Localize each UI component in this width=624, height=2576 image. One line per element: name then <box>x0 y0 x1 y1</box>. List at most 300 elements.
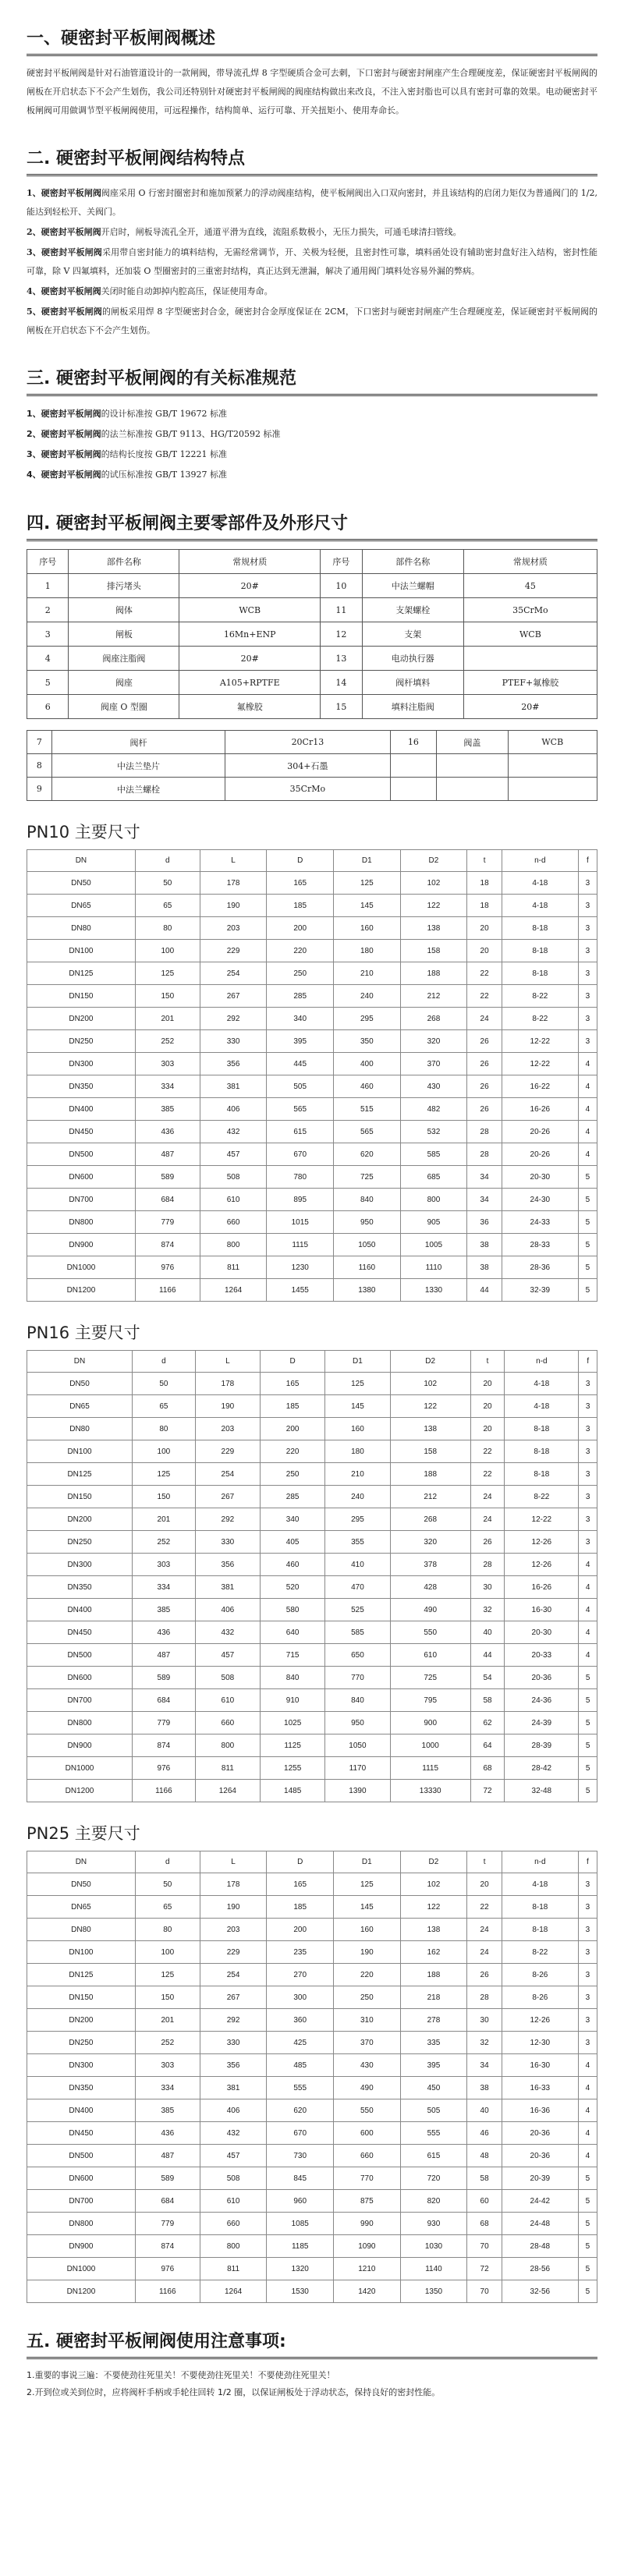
table-cell: 960 <box>267 2190 334 2213</box>
table-cell: 5 <box>579 1689 597 1712</box>
table-cell: 24 <box>467 1941 502 1964</box>
standard-item <box>27 445 597 465</box>
header-cell: DN <box>27 850 136 872</box>
pn10-dimension-table <box>27 849 597 1302</box>
table-row <box>27 1780 597 1802</box>
header-cell: t <box>470 1351 504 1373</box>
table-cell <box>437 778 508 801</box>
table-cell: 1 <box>27 574 69 598</box>
table-cell: 725 <box>390 1667 470 1689</box>
table-cell: 8-18 <box>502 1919 578 1941</box>
table-cell: 3 <box>579 1373 597 1395</box>
table-cell: 28-42 <box>505 1757 579 1780</box>
table-cell: 250 <box>261 1463 325 1486</box>
table-header-row <box>27 1351 597 1373</box>
table-cell: 210 <box>334 962 401 985</box>
table-cell: 550 <box>390 1621 470 1644</box>
table-row <box>27 1098 597 1121</box>
table-cell: 457 <box>195 1644 260 1667</box>
table-cell: 3 <box>578 1030 597 1053</box>
table-cell: 292 <box>200 2009 267 2032</box>
table-cell: DN450 <box>27 2122 136 2145</box>
table-cell: 770 <box>334 2167 401 2190</box>
table-row <box>27 1896 597 1919</box>
table-cell: 212 <box>390 1486 470 1508</box>
table-cell: 505 <box>400 2099 467 2122</box>
table-cell: 4 <box>579 1644 597 1667</box>
table-cell: 1125 <box>261 1734 325 1757</box>
table-cell: 200 <box>267 1919 334 1941</box>
table-cell: 188 <box>400 1964 467 1986</box>
table-row <box>27 1941 597 1964</box>
table-cell: 38 <box>467 2077 502 2099</box>
table-cell: 28 <box>467 1143 502 1166</box>
table-cell: 34 <box>467 1166 502 1189</box>
table-cell: 5 <box>579 1734 597 1757</box>
table-cell: 4-18 <box>505 1395 579 1418</box>
table-row <box>27 2032 597 2054</box>
table-cell: 58 <box>470 1689 504 1712</box>
parts-table-continued <box>27 730 597 801</box>
parts-row <box>27 695 597 719</box>
table-cell: 505 <box>267 1075 334 1098</box>
parts-row <box>27 647 597 671</box>
table-cell: 125 <box>334 1873 401 1896</box>
table-cell: 650 <box>325 1644 390 1667</box>
table-cell: 185 <box>267 1896 334 1919</box>
table-cell: 12 <box>321 622 362 647</box>
table-cell: 支架螺栓 <box>362 598 463 622</box>
table-cell: 370 <box>400 1053 467 1075</box>
table-cell: 395 <box>267 1030 334 1053</box>
header-cell: f <box>579 1351 597 1373</box>
table-cell: 24 <box>467 1008 502 1030</box>
table-cell: 190 <box>200 895 267 917</box>
table-cell: 240 <box>334 985 401 1008</box>
table-cell: 65 <box>133 1395 196 1418</box>
table-cell: 1050 <box>334 1234 401 1256</box>
table-cell: 18 <box>467 895 502 917</box>
table-cell: 26 <box>467 1098 502 1121</box>
table-cell: 125 <box>135 1964 200 1986</box>
feature-lead: 5、硬密封平板闸阀 <box>27 306 102 317</box>
table-cell: 432 <box>200 1121 267 1143</box>
table-cell: 48 <box>467 2145 502 2167</box>
table-cell: 16Mn+ENP <box>179 622 321 647</box>
table-cell: 1140 <box>400 2258 467 2280</box>
table-cell: DN80 <box>27 1919 136 1941</box>
table-cell: 68 <box>470 1757 504 1780</box>
table-cell: DN1200 <box>27 2280 136 2303</box>
table-cell: 34 <box>467 1189 502 1211</box>
table-cell: 485 <box>267 2054 334 2077</box>
table-cell: 3 <box>578 2032 597 2054</box>
table-cell: 40 <box>470 1621 504 1644</box>
table-cell: 4 <box>578 1143 597 1166</box>
table-cell: DN450 <box>27 1621 133 1644</box>
table-cell: DN80 <box>27 1418 133 1440</box>
table-cell: 615 <box>400 2145 467 2167</box>
table-cell: 145 <box>334 895 401 917</box>
table-cell: 1166 <box>135 2280 200 2303</box>
table-cell: 250 <box>334 1986 401 2009</box>
table-cell: 1085 <box>267 2213 334 2235</box>
table-cell: 515 <box>334 1098 401 1121</box>
table-cell: 840 <box>334 1189 401 1211</box>
table-cell: 930 <box>400 2213 467 2235</box>
table-cell: 487 <box>133 1644 196 1667</box>
section-notes <box>27 2314 597 2401</box>
table-cell: DN400 <box>27 2099 136 2122</box>
table-cell: 5 <box>578 2190 597 2213</box>
table-cell <box>390 778 437 801</box>
table-row <box>27 1667 597 1689</box>
header-cell: 常规材质 <box>463 550 597 574</box>
header-cell: f <box>578 850 597 872</box>
table-cell: 158 <box>400 940 467 962</box>
table-cell: 334 <box>133 1576 196 1599</box>
table-cell: 381 <box>200 2077 267 2099</box>
table-cell: 12-26 <box>505 1531 579 1554</box>
table-cell: 1170 <box>325 1757 390 1780</box>
table-cell: 5 <box>578 1211 597 1234</box>
parts-table <box>27 549 597 719</box>
table-cell: 250 <box>267 962 334 985</box>
table-cell: 125 <box>325 1373 390 1395</box>
table-cell: 190 <box>195 1395 260 1418</box>
table-cell: 589 <box>135 1166 200 1189</box>
table-cell: 20 <box>467 1873 502 1896</box>
header-cell: D <box>261 1351 325 1373</box>
table-cell: 5 <box>578 1279 597 1302</box>
table-cell: 32-48 <box>505 1780 579 1802</box>
table-cell: 58 <box>467 2167 502 2190</box>
header-cell: 序号 <box>321 550 362 574</box>
table-cell: 5 <box>578 1256 597 1279</box>
table-row <box>27 1418 597 1440</box>
table-cell: 730 <box>267 2145 334 2167</box>
table-cell: 874 <box>135 2235 200 2258</box>
table-cell: 1160 <box>334 1256 401 1279</box>
table-cell: 874 <box>135 1234 200 1256</box>
header-cell: d <box>133 1351 196 1373</box>
table-cell: 4 <box>27 647 69 671</box>
table-row <box>27 1463 597 1486</box>
table-row <box>27 1395 597 1418</box>
table-cell: 685 <box>400 1166 467 1189</box>
header-cell: D1 <box>325 1351 390 1373</box>
standard-item <box>27 424 597 445</box>
table-cell: 5 <box>579 1712 597 1734</box>
table-cell: 385 <box>135 1098 200 1121</box>
table-cell: 1115 <box>390 1757 470 1780</box>
table-cell: 4 <box>578 1075 597 1098</box>
table-cell: 22 <box>470 1463 504 1486</box>
table-cell: 3 <box>578 1008 597 1030</box>
table-cell: 3 <box>578 2009 597 2032</box>
feature-item <box>27 282 597 301</box>
table-cell: 220 <box>334 1964 401 1986</box>
table-cell: 950 <box>334 1211 401 1234</box>
pn16-title: PN16 主要尺寸 <box>27 1323 140 1342</box>
table-cell: 610 <box>390 1644 470 1667</box>
table-cell: 阀座 O 型圈 <box>69 695 179 719</box>
table-cell: 150 <box>135 1986 200 2009</box>
table-cell <box>463 647 597 671</box>
standard-text: 的试压标准按 GB/T 13927 标准 <box>101 469 228 480</box>
table-cell: 30 <box>467 2009 502 2032</box>
table-cell: 406 <box>195 1599 260 1621</box>
table-cell: 360 <box>267 2009 334 2032</box>
table-cell: 支架 <box>362 622 463 647</box>
table-cell: 5 <box>578 2280 597 2303</box>
table-cell: 3 <box>578 962 597 985</box>
table-cell: DN300 <box>27 1554 133 1576</box>
table-cell: 715 <box>261 1644 325 1667</box>
table-cell: 201 <box>133 1508 196 1531</box>
table-cell: 1264 <box>195 1780 260 1802</box>
table-row <box>27 1986 597 2009</box>
table-cell: 490 <box>390 1599 470 1621</box>
table-cell: DN900 <box>27 1734 133 1757</box>
table-cell: 54 <box>470 1667 504 1689</box>
table-cell: 487 <box>135 1143 200 1166</box>
standard-text: 的设计标准按 GB/T 19672 标准 <box>101 409 228 419</box>
parts-row <box>27 754 597 778</box>
table-cell: 620 <box>267 2099 334 2122</box>
table-cell: 1455 <box>267 1279 334 1302</box>
table-cell: 229 <box>200 1941 267 1964</box>
section-pn10 <box>27 812 597 1302</box>
table-cell: 5 <box>578 1166 597 1189</box>
table-cell: 201 <box>135 1008 200 1030</box>
table-cell: 1485 <box>261 1780 325 1802</box>
table-cell: 4 <box>578 2122 597 2145</box>
table-cell: 8-22 <box>502 1008 578 1030</box>
table-cell: 8-18 <box>502 1896 578 1919</box>
table-cell: 330 <box>195 1531 260 1554</box>
table-cell: 46 <box>467 2122 502 2145</box>
table-cell: DN65 <box>27 1896 136 1919</box>
table-cell: 13330 <box>390 1780 470 1802</box>
table-cell: 203 <box>195 1418 260 1440</box>
table-cell: 3 <box>578 872 597 895</box>
table-cell: 5 <box>579 1667 597 1689</box>
header-cell: D1 <box>334 1851 401 1873</box>
table-cell: 102 <box>400 1873 467 1896</box>
table-cell: 160 <box>334 1919 401 1941</box>
header-cell: t <box>467 850 502 872</box>
table-cell: 1000 <box>390 1734 470 1757</box>
table-cell: 20-33 <box>505 1644 579 1667</box>
table-cell: DN1000 <box>27 1256 136 1279</box>
table-cell: DN1000 <box>27 2258 136 2280</box>
table-cell: DN350 <box>27 1075 136 1098</box>
table-cell: 840 <box>325 1689 390 1712</box>
table-cell: 8-18 <box>505 1418 579 1440</box>
table-cell: 68 <box>467 2213 502 2235</box>
table-cell: 24-30 <box>502 1189 578 1211</box>
table-cell: 780 <box>267 1166 334 1189</box>
table-cell: 8-18 <box>505 1463 579 1486</box>
table-cell: 811 <box>200 2258 267 2280</box>
table-cell: 436 <box>135 1121 200 1143</box>
divider <box>27 2357 597 2359</box>
parts-row <box>27 731 597 754</box>
table-cell: 190 <box>334 1941 401 1964</box>
header-cell: n-d <box>502 1851 578 1873</box>
table-cell: 50 <box>135 872 200 895</box>
table-cell: 1166 <box>133 1780 196 1802</box>
table-cell: 20-36 <box>502 2145 578 2167</box>
table-cell: 15 <box>321 695 362 719</box>
table-cell: 340 <box>267 1008 334 1030</box>
table-cell: 125 <box>133 1463 196 1486</box>
table-cell: 436 <box>133 1621 196 1644</box>
table-cell: DN100 <box>27 940 136 962</box>
feature-item <box>27 243 597 281</box>
table-cell: DN150 <box>27 985 136 1008</box>
table-cell: 800 <box>195 1734 260 1757</box>
table-cell: DN50 <box>27 1373 133 1395</box>
table-cell: 356 <box>200 1053 267 1075</box>
table-cell: 3 <box>578 1919 597 1941</box>
table-cell: 725 <box>334 1166 401 1189</box>
table-row <box>27 1121 597 1143</box>
table-cell: 1390 <box>325 1780 390 1802</box>
table-cell: 267 <box>200 1986 267 2009</box>
table-row <box>27 1256 597 1279</box>
table-cell: 16-33 <box>502 2077 578 2099</box>
standard-text: 的结构长度按 GB/T 12221 标准 <box>101 449 228 459</box>
table-cell: 26 <box>467 1030 502 1053</box>
table-cell: DN150 <box>27 1986 136 2009</box>
table-cell: 1166 <box>135 1279 200 1302</box>
table-cell: A105+RPTFE <box>179 671 321 695</box>
header-cell: 常规材质 <box>179 550 321 574</box>
header-cell: L <box>200 1851 267 1873</box>
table-cell: DN1200 <box>27 1780 133 1802</box>
table-cell: 370 <box>334 2032 401 2054</box>
table-cell: 770 <box>325 1667 390 1689</box>
table-row <box>27 1576 597 1599</box>
table-cell: DN250 <box>27 2032 136 2054</box>
table-cell: 5 <box>578 2258 597 2280</box>
table-cell: 4-18 <box>502 872 578 895</box>
table-row <box>27 940 597 962</box>
table-cell: 430 <box>400 1075 467 1098</box>
table-cell: 185 <box>267 895 334 917</box>
standard-lead: 2、硬密封平板闸阀 <box>27 429 101 439</box>
table-cell: 100 <box>133 1440 196 1463</box>
header-cell: d <box>135 1851 200 1873</box>
table-cell: 32-56 <box>502 2280 578 2303</box>
table-cell: 1015 <box>267 1211 334 1234</box>
table-cell: 24-33 <box>502 1211 578 1234</box>
table-cell: 20 <box>470 1418 504 1440</box>
table-cell: 188 <box>400 962 467 985</box>
table-cell: 20 <box>467 917 502 940</box>
table-cell: 3 <box>578 1873 597 1896</box>
table-cell: 620 <box>334 1143 401 1166</box>
table-cell: 660 <box>200 2213 267 2235</box>
table-cell: 122 <box>400 895 467 917</box>
table-row <box>27 1189 597 1211</box>
table-row <box>27 1508 597 1531</box>
table-cell: 670 <box>267 2122 334 2145</box>
table-row <box>27 1075 597 1098</box>
table-cell: 508 <box>200 2167 267 2190</box>
table-row <box>27 2054 597 2077</box>
table-row <box>27 1143 597 1166</box>
table-cell: 20-30 <box>505 1621 579 1644</box>
table-cell: 20 <box>467 940 502 962</box>
table-cell: 8-18 <box>502 917 578 940</box>
table-cell: 875 <box>334 2190 401 2213</box>
table-cell: 457 <box>200 1143 267 1166</box>
table-cell: 589 <box>133 1667 196 1689</box>
table-cell: 432 <box>195 1621 260 1644</box>
table-cell: 3 <box>579 1440 597 1463</box>
table-cell: 122 <box>390 1395 470 1418</box>
table-cell: 70 <box>467 2235 502 2258</box>
table-cell: 5 <box>579 1757 597 1780</box>
overview-paragraph: 硬密封平板闸阀是针对石油管道设计的一款闸阀，带导流孔焊 8 字型硬质合金可去刺，下口密封与硬密封闸座产生合理硬度差，保证硬密封平板闸阀的闸板在开启状态下不会产生划伤，我公司还特别针对硬密封平板闸阀的阀座结构做出来改良，不注入密封脂也可以具有密封可靠的效果。电动硬密封平板闸阀可用做调节型平板闸阀使用，可远程操作，结构简单、运行可靠、开关扭矩小、使用寿命长。 <box>27 68 597 115</box>
table-cell: 40 <box>467 2099 502 2122</box>
table-cell: DN400 <box>27 1098 136 1121</box>
table-cell: 254 <box>195 1463 260 1486</box>
table-cell: 8-18 <box>505 1440 579 1463</box>
table-cell: DN800 <box>27 1712 133 1734</box>
table-cell: DN600 <box>27 1166 136 1189</box>
table-cell: 100 <box>135 1941 200 1964</box>
table-cell: DN500 <box>27 1644 133 1667</box>
table-cell: 295 <box>325 1508 390 1531</box>
pn10-title: PN10 主要尺寸 <box>27 823 140 842</box>
section-title: 二. 硬密封平板闸阀结构特点 <box>27 149 246 168</box>
table-cell: 20-30 <box>502 1166 578 1189</box>
table-cell: 1115 <box>267 1234 334 1256</box>
table-cell: 3 <box>27 622 69 647</box>
table-cell: 487 <box>135 2145 200 2167</box>
table-cell <box>437 754 508 778</box>
table-cell: 200 <box>267 917 334 940</box>
table-header-row <box>27 850 597 872</box>
table-cell: DN100 <box>27 1941 136 1964</box>
table-cell: 12-26 <box>502 2009 578 2032</box>
table-cell: 165 <box>261 1373 325 1395</box>
table-cell: DN350 <box>27 1576 133 1599</box>
header-cell: D <box>267 1851 334 1873</box>
table-row <box>27 2009 597 2032</box>
table-cell: 3 <box>578 1964 597 1986</box>
table-cell: 203 <box>200 917 267 940</box>
standard-item <box>27 404 597 424</box>
table-cell: 580 <box>261 1599 325 1621</box>
table-cell: 32-39 <box>502 1279 578 1302</box>
table-row <box>27 1599 597 1621</box>
table-row <box>27 1757 597 1780</box>
table-cell: 150 <box>135 985 200 1008</box>
table-cell: 125 <box>135 962 200 985</box>
table-cell: 24-36 <box>505 1689 579 1712</box>
table-cell: 267 <box>200 985 267 1008</box>
table-cell: 24-48 <box>502 2213 578 2235</box>
standard-item <box>27 465 597 485</box>
table-cell: 8-22 <box>502 1941 578 1964</box>
table-cell: 178 <box>195 1373 260 1395</box>
table-cell: 8-26 <box>502 1986 578 2009</box>
